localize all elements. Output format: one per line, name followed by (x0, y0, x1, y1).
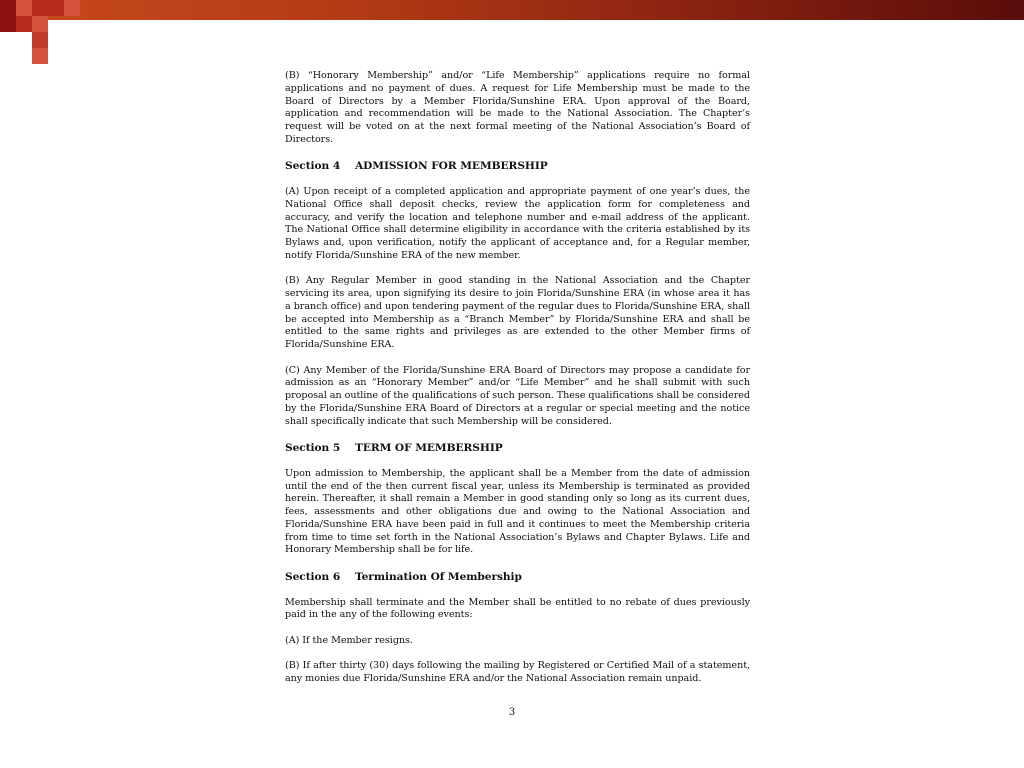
paragraph: (A) If the Member resigns. (285, 634, 413, 646)
paragraph: Membership shall terminate and the Member shall be entitled to no rebate of dues previously paid in the any of the following events: (285, 596, 750, 621)
document-body (285, 70, 750, 686)
logo-square (32, 48, 48, 64)
header-banner (0, 0, 1024, 20)
logo-square (64, 0, 80, 16)
section-heading (285, 570, 750, 584)
logo-square (48, 0, 64, 16)
logo-square (32, 16, 48, 32)
logo-square (16, 16, 32, 32)
logo-square (32, 32, 48, 48)
paragraph: (B) If after thirty (30) days following the mailing by Registered or Certified Mail of a statement, any monies due Florida/Sunshine ERA and/or the National Association remain unpaid. (285, 660, 750, 684)
page-number: 3 (508, 707, 516, 718)
intro-paragraph: (B) “Honorary Membership” and/or “Life Membership” applications require no formal applications and no payment of dues. A request for Life Membership must be made to the Board of Directors by a Member Florida/Sunshine ERA. Upon approval of the Board, application and recommendation will be made to the National Association. The Chapter’s request will be voted on at the next formal meeting of the National Association’s Board of Directors. (285, 70, 750, 145)
paragraph: Upon admission to Membership, the applicant shall be a Member from the date of admission until the end of the then current fiscal year, unless its Membership is terminated as provided herein. Thereafter, it shall remain a Member in good standing only so long as its current dues, fees, assessments and other obligations due and owing to the National Association and Florida/Sunshine ERA have been paid in full and it continues to meet the Membership criteria from time to time set forth in the National Association’s Bylaws and Chapter Bylaws. Life and Honorary Membership shall be for life. (285, 467, 750, 556)
section-heading (285, 441, 750, 455)
section-number: Section 4 (285, 160, 341, 173)
paragraph: (B) Any Regular Member in good standing in the National Association and the Chapter servicing its area, upon signifying its desire to join Florida/Sunshine ERA (in whose area it has a branch office) and upon tendering payment of the regular dues to Florida/Sunshine ERA, shall be accepted into Membership as a “Branch Member” by Florida/Sunshine ERA and shall be entitled to the same rights and privileges as are extended to the other Member firms of Florida/Sunshine ERA. (285, 275, 750, 350)
section-title: Termination Of Membership (355, 570, 522, 583)
section-number: Section 6 (285, 570, 341, 583)
section-number: Section 5 (285, 442, 341, 454)
logo-square (16, 0, 32, 16)
logo-squares-decoration (0, 0, 80, 64)
section-heading (285, 159, 750, 173)
paragraph: (C) Any Member of the Florida/Sunshine ERA Board of Directors may propose a candidate for admission as an “Honorary Member” and/or “Life Member” and he shall submit with such proposal an outline of the qualifications of such person. These qualifications shall be considered by the Florida/Sunshine ERA Board of Directors at a regular or special meeting and the notice shall specifically indicate that such Membership will be considered. (285, 364, 750, 427)
logo-square (32, 0, 48, 16)
section-title: ADMISSION FOR MEMBERSHIP (355, 160, 548, 173)
logo-square (0, 0, 16, 32)
paragraph: (A) Upon receipt of a completed application and appropriate payment of one year’s dues, the National Office shall deposit checks, review the application form for completeness and accuracy, and verify the location and telephone number and e-mail address of the applicant. The National Office shall determine eligibility in accordance with the criteria established by its Bylaws and, upon verification, notify the applicant of acceptance and, for a Regular member, notify Florida/Sunshine ERA of the new member. (285, 186, 750, 261)
section-title: TERM OF MEMBERSHIP (355, 442, 503, 454)
